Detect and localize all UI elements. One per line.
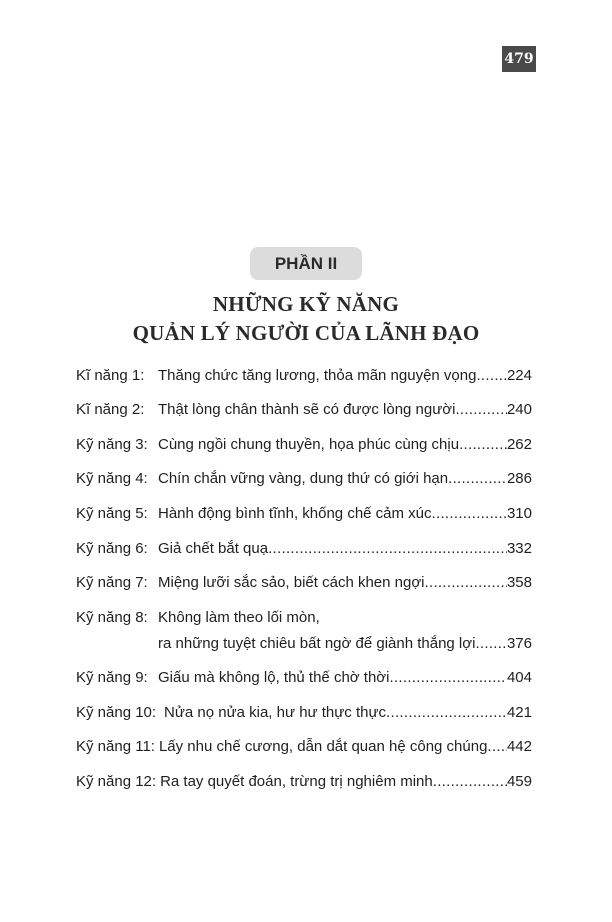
toc-entry-label: Kỹ năng 4: [76, 470, 148, 487]
toc-entry-label: Kỹ năng 6: [76, 540, 148, 557]
toc-entry-page: 240 [506, 401, 532, 418]
leader-dots [487, 737, 507, 757]
leader-dots [476, 366, 507, 386]
leader-dots [432, 504, 507, 524]
leader-dots [433, 772, 507, 792]
toc-entry-label: Kỹ năng 8: [76, 609, 148, 626]
toc-entry-page: 376 [506, 635, 532, 652]
leader-dots [389, 668, 507, 688]
toc-entry-page: 459 [506, 773, 532, 790]
toc-entry-title: Thăng chức tăng lương, thỏa mãn nguyện vọng [158, 367, 477, 384]
toc-entry-page: 224 [506, 367, 532, 384]
toc-entry-label: Kỹ năng 3: [76, 436, 148, 453]
toc-entry-title: Giả chết bắt quạ [158, 540, 269, 557]
toc-entry-title: Nửa nọ nửa kia, hư hư thực thực [164, 704, 387, 721]
leader-dots [268, 539, 507, 559]
toc-entry-label: Kỹ năng 5: [76, 505, 148, 522]
leader-dots [475, 634, 507, 654]
toc-entry-page: 286 [506, 470, 532, 487]
toc-entry-page: 262 [506, 436, 532, 453]
section-title-line-1: NHỮNG KỸ NĂNG [212, 292, 400, 316]
toc-entry-page: 332 [506, 540, 532, 557]
toc-entry-title: Giấu mà không lộ, thủ thế chờ thời [158, 669, 390, 686]
toc-entry-label: Kỹ năng 9: [76, 669, 148, 686]
page-number: 479 [502, 46, 536, 72]
toc-entry-label: Kĩ năng 2: [76, 401, 145, 418]
toc-entry-title: Miệng lưỡi sắc sảo, biết cách khen ngợi [158, 574, 425, 591]
toc-entry-page: 310 [506, 505, 532, 522]
leader-dots [386, 703, 507, 723]
leader-dots [448, 469, 507, 489]
toc-entry-label: Kĩ năng 1: [76, 367, 145, 384]
toc-entry-title: Chín chắn vững vàng, dung thứ có giới hạn [158, 470, 449, 487]
toc-entry-title: Thật lòng chân thành sẽ có được lòng người [158, 401, 456, 418]
toc-entry-page: 404 [506, 669, 532, 686]
toc-entry-label: Kỹ năng 7: [76, 574, 148, 591]
section-title-line-2: QUẢN LÝ NGƯỜI CỦA LÃNH ĐẠO [132, 321, 480, 345]
toc-entry-label: Kỹ năng 11: [76, 738, 155, 755]
leader-dots [425, 573, 507, 593]
leader-dots [455, 400, 507, 420]
toc-entry-label: Kỹ năng 10: [76, 704, 157, 721]
toc-entry-title-continued: ra những tuyệt chiêu bất ngờ để giành thắng lợi [158, 635, 476, 652]
toc-entry-page: 358 [506, 574, 532, 591]
toc-entry-title: Không làm theo lối mòn, [158, 609, 320, 626]
toc-entry-label: Kỹ năng 12: [76, 773, 157, 790]
toc-entry-title: Ra tay quyết đoán, trừng trị nghiêm minh [160, 773, 433, 790]
toc-entry-page: 421 [506, 704, 532, 721]
toc-entry-title: Hành động bình tĩnh, khống chế cảm xúc [158, 505, 432, 522]
leader-dots [459, 435, 507, 455]
part-badge: PHẦN II [250, 247, 362, 280]
toc-entry-title: Lấy nhu chế cương, dẫn dắt quan hệ công chúng [158, 738, 488, 755]
toc-entry-title: Cùng ngồi chung thuyền, họa phúc cùng chịu [158, 436, 460, 453]
toc-entry-page: 442 [506, 738, 532, 755]
